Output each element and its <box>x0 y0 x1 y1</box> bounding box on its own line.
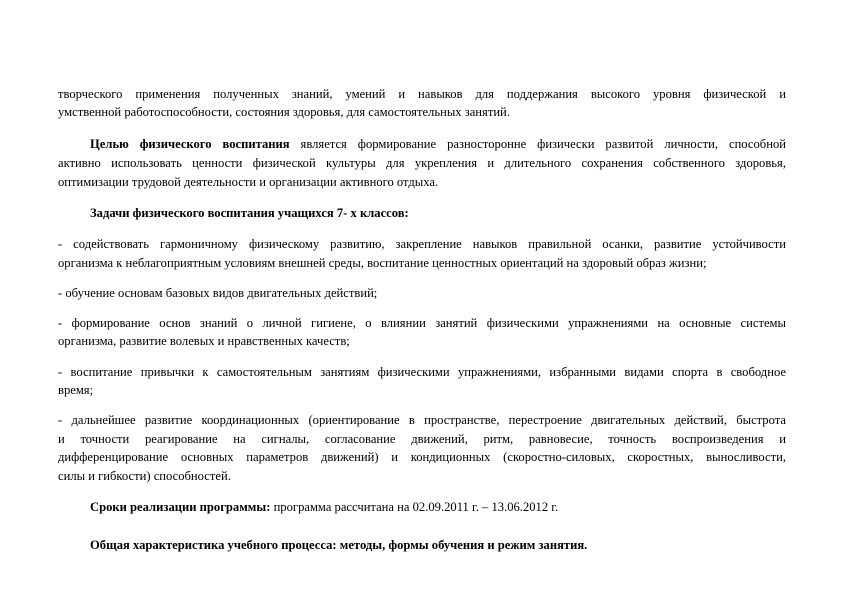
task-line: время; <box>58 383 94 397</box>
terms-text: программа рассчитана на 02.09.2011 г. – 13.06.2012 г. <box>270 500 559 514</box>
paragraph-line: активно использовать ценности физической культуры для укрепления и длительного сохранения собственного здоровья, <box>58 156 786 170</box>
task-line: - содействовать гармоничному физическому развитию, закрепление навыков правильной осанки, развитие устойчивости <box>58 237 786 251</box>
overview-heading: Общая характеристика учебного процесса: методы, формы обучения и режим занятия. <box>90 538 588 552</box>
task-line: - обучение основам базовых видов двигательных действий; <box>58 286 378 300</box>
task-line: организма к неблагоприятным условиям внешней среды, воспитание ценностных ориентаций на здоровый образ жизни; <box>58 256 707 270</box>
tasks-heading: Задачи физического воспитания учащихся 7- х классов: <box>90 206 409 220</box>
terms-label: Сроки реализации программы: <box>90 500 271 514</box>
goal-text: является формирование разносторонне физически развитой личности, способной <box>289 137 786 151</box>
goal-label: Целью физического воспитания <box>90 137 290 151</box>
task-line: и точности реагирование на сигналы, согласование движений, ритм, равновесие, точность воспроизведения и <box>58 432 786 446</box>
task-line: силы и гибкости) способностей. <box>58 469 231 483</box>
task-line: - дальнейшее развитие координационных (ориентирование в пространстве, перестроение двигательных действий, быстрота <box>58 413 786 427</box>
paragraph-line: умственной работоспособности, состояния здоровья, для самостоятельных занятий. <box>58 105 510 119</box>
task-line: - формирование основ знаний о личной гигиене, о влиянии занятий физическими упражнениями на основные системы <box>58 316 786 330</box>
task-line: организма, развитие волевых и нравственных качеств; <box>58 334 350 348</box>
paragraph-line: оптимизации трудовой деятельности и организации активного отдыха. <box>58 175 439 189</box>
terms-line <box>90 499 786 515</box>
paragraph-line: творческого применения полученных знаний, умений и навыков для поддержания высокого уровня физической и <box>58 87 786 101</box>
task-line: - воспитание привычки к самостоятельным занятиям физическими упражнениями, избранными видами спорта в свободное <box>58 365 786 379</box>
task-line: дифференцирование основных параметров движений) и кондиционных (скоростно-силовых, скоростных, выносливости, <box>58 450 786 464</box>
goal-paragraph-line <box>90 136 786 152</box>
